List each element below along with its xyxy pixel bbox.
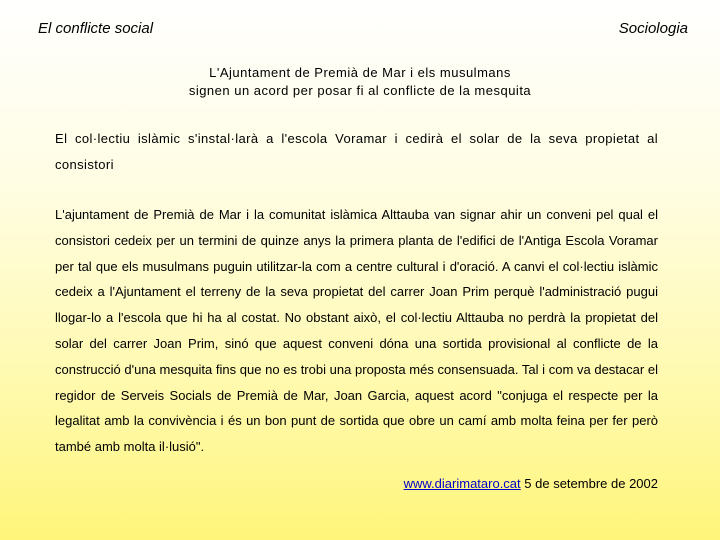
section-title: El conflicte social [38,20,154,37]
source-link[interactable]: www.diarimataro.cat [403,476,521,491]
article-title [0,64,720,100]
subject-label: Sociologia [618,20,688,37]
article-body: L'ajuntament de Premià de Mar i la comunitat islàmica Alttauba van signar ahir un conveni pel qual el consistori cedeix per un termini de quinze anys la primera planta de l'edifici de l'Antiga Escola Voramar per tal que els musulmans puguin utilitzar-la com a centre cultural i d'oració. A canvi el col·lectiu islàmic cedeix a l'Ajuntament el terreny de la seva propietat del carrer Joan Prim perquè l'administració pugui llogar-lo a l'escola que hi ha al costat. No obstant això, el col·lectiu Alttauba no perdrà la propietat del solar del carrer Joan Prim, sinó que aquest conveni dóna una sortida provisional al conflicte de la construcció d'una mesquita fins que no es trobi una proposta més consensuada. Tal i com va destacar el regidor de Serveis Socials de Premià de Mar, Joan Garcia, aquest acord "conjuga el respecte per la legalitat amb la convivència i és un bon punt de sortida que obre un camí amb molta feina per fer però també amb molta il·lusió". [55,207,658,455]
article-source [404,476,658,491]
source-date: 5 de setembre de 2002 [524,476,658,491]
article-title-line-1: L'Ajuntament de Premià de Mar i els musulmans [209,65,511,80]
article-title-line-2: signen un acord per posar fi al conflicte de la mesquita [188,83,532,98]
article-lead: El col·lectiu islàmic s'instal·larà a l'escola Voramar i cedirà el solar de la seva propietat al consistori [55,131,658,172]
